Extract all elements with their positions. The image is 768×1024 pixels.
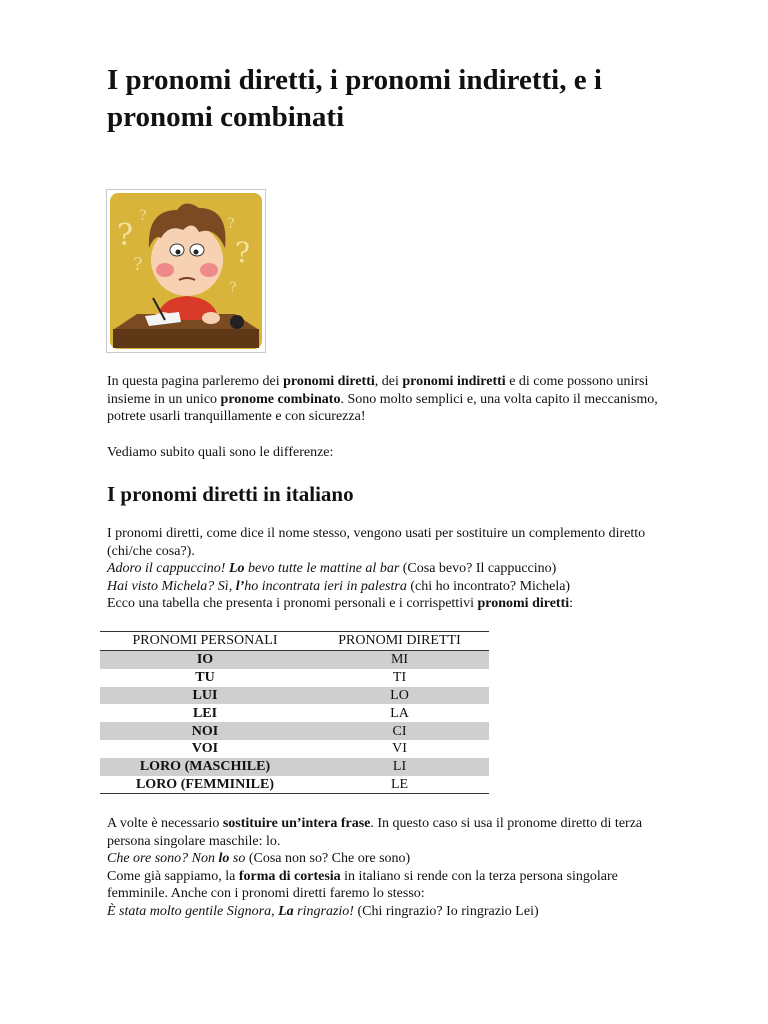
table-row xyxy=(100,687,489,705)
example-3-note: (Cosa non so? Che ore sono) xyxy=(245,851,411,866)
table-row xyxy=(100,722,489,740)
table-cell-direct: LO xyxy=(310,687,489,705)
intro-bold-2: pronomi indiretti xyxy=(402,374,506,389)
table-cell-direct: MI xyxy=(310,651,489,669)
page-title: I pronomi diretti, i pronomi indiretti, e i pronomi combinati xyxy=(107,64,602,133)
table-cell-personal: NOI xyxy=(100,722,310,740)
example-4: È stata molto gentile Signora, La ringrazio! xyxy=(107,903,354,919)
table-header-cell: PRONOMI DIRETTI xyxy=(310,632,489,651)
table-header-cell: PRONOMI PERSONALI xyxy=(100,632,310,651)
example-3: Che ore sono? Non lo so xyxy=(107,851,246,866)
table-cell-personal: LORO (FEMMINILE) xyxy=(100,776,310,794)
definition-text: I pronomi diretti, come dice il nome stesso, vengono usati per sostituire un complemento diretto (chi/che cosa?). xyxy=(107,526,646,559)
table-intro-text: Ecco una tabella che presenta i pronomi personali e i corrispettivi xyxy=(107,596,478,611)
svg-text:?: ? xyxy=(117,218,134,253)
intro-paragraph xyxy=(107,373,667,426)
example-1-note: (Cosa bevo? Il cappuccino) xyxy=(399,561,557,576)
intro-text-2: , dei xyxy=(374,374,403,389)
table-cell-personal: LEI xyxy=(192,705,218,721)
table-cell-personal: TU xyxy=(195,670,215,686)
intro-bold-1: pronomi diretti xyxy=(283,374,375,389)
confused-student-icon xyxy=(107,190,265,352)
example-1: Adoro il cappuccino! Lo bevo tutte le mattine al bar xyxy=(107,561,400,576)
table-cell-personal: IO xyxy=(100,651,310,669)
table-cell-direct: LI xyxy=(310,758,489,776)
intro-text-4: . Sono molto semplici e, una volta capito il meccanismo, potrete usarli tranquillamente e con sicurezza! xyxy=(107,391,658,424)
example-2-note: (chi ho incontrato? Michela) xyxy=(406,578,571,594)
pronouns-table xyxy=(100,631,489,794)
intro-text-3: e di come possono unirsi insieme in un unico xyxy=(107,374,649,407)
table-row xyxy=(100,758,489,776)
bold-phrase: forma di cortesia xyxy=(238,868,341,884)
svg-text:?: ? xyxy=(227,216,235,232)
table-cell-direct: LA xyxy=(390,705,409,721)
example-4-note: (Chi ringrazio? Io ringrazio Lei) xyxy=(353,903,539,919)
svg-text:?: ? xyxy=(235,236,251,269)
intro-paragraph-2: Vediamo subito quali sono le differenze: xyxy=(107,445,334,460)
table-row xyxy=(100,776,489,794)
table-row xyxy=(100,740,489,758)
example-2: Hai visto Michela? Sì, l’ho incontrata ieri in palestra xyxy=(107,578,407,594)
table-row xyxy=(100,651,489,669)
table-cell-direct: VI xyxy=(392,741,407,757)
table-header-row xyxy=(100,632,489,651)
intro-text-1: In questa pagina parleremo dei xyxy=(107,374,284,389)
section-paragraph: I pronomi diretti, come dice il nome stesso, vengono usati per sostituire un complemento diretto (chi/che cosa?). Adoro il cappuccino! Lo bevo tutte le mattine al bar (Cosa bevo? Il cappuccino) Hai visto Michela? Sì, l’ho incontrata ieri in palestra (chi ho incontrato? Michela) Ecco una tabella che presenta i pronomi personali e i corrispettivi pronomi diretti: xyxy=(107,526,646,611)
table-cell-direct: LE xyxy=(310,776,489,794)
section-paragraph-2: A volte è necessario sostituire un’intera frase. In questo caso si usa il pronome diretto di terza persona singolare maschile: lo. Che ore sono? Non lo so (Cosa non so? Che ore sono) Come già sappiamo, la forma di cortesia in italiano si rende con la terza persona singolare femminile. Anche con i pronomi diretti faremo lo stesso: È stata molto gentile Signora, La ringrazio! (Chi ringrazio? Io ringrazio Lei) xyxy=(107,816,643,919)
svg-text:?: ? xyxy=(133,254,143,275)
intro-bold-3: pronome combinato xyxy=(220,391,341,407)
table-intro-bold: pronomi diretti xyxy=(477,596,570,611)
confused-student-illustration xyxy=(106,189,266,353)
table-cell-direct: TI xyxy=(392,670,407,686)
section-heading: I pronomi diretti in italiano xyxy=(107,482,354,506)
table-row xyxy=(100,669,489,687)
table-cell-personal: VOI xyxy=(191,741,219,757)
svg-text:?: ? xyxy=(229,280,237,296)
table-cell-personal: LUI xyxy=(100,687,310,705)
svg-text:?: ? xyxy=(139,208,147,224)
table-cell-direct: CI xyxy=(310,722,489,740)
table-cell-personal: LORO (MASCHILE) xyxy=(100,758,310,776)
table-row xyxy=(100,704,489,722)
bold-phrase: sostituire un’intera frase xyxy=(222,816,371,831)
